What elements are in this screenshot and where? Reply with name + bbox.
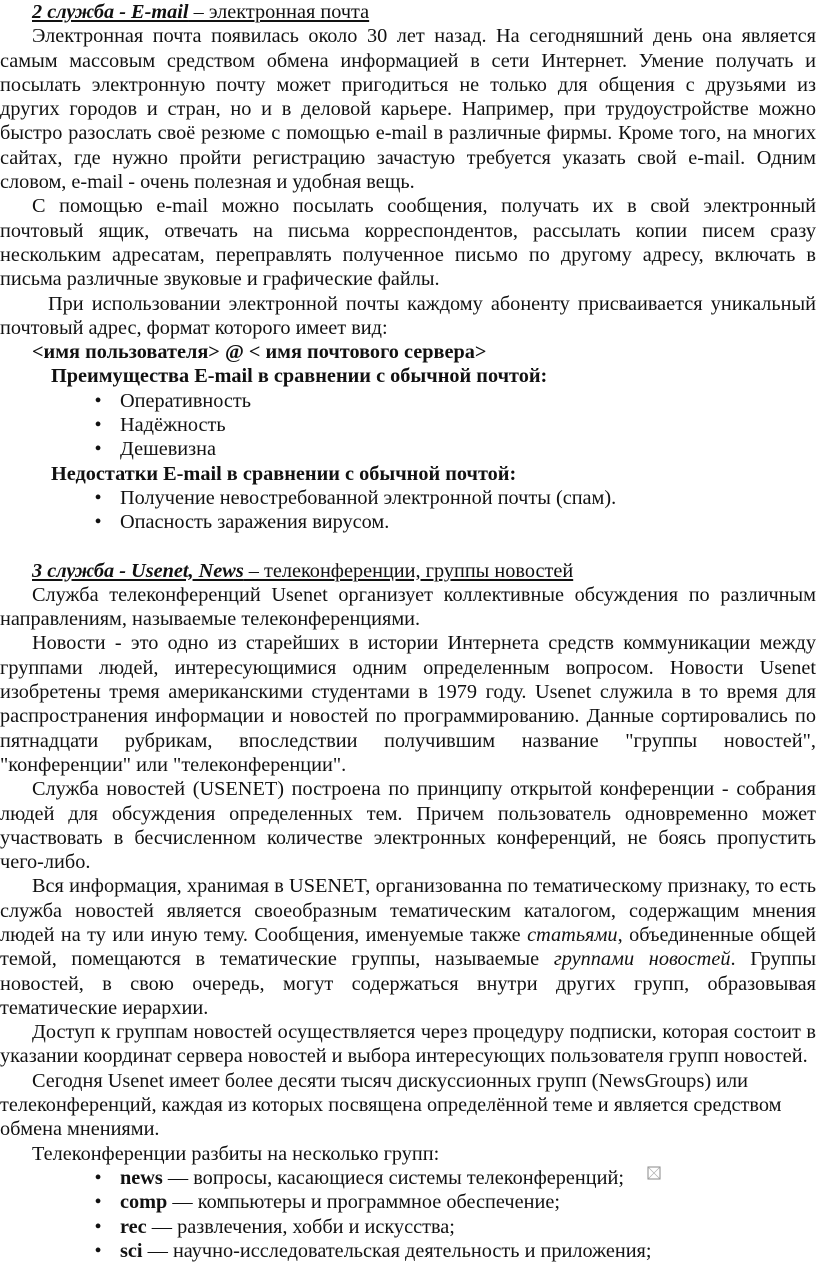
disadvantage-text: Получение невостребованной электронной почты (спам). (120, 486, 617, 509)
usenet-paragraph-6: Сегодня Usenet имеет более десяти тысяч дискуссионных групп (NewsGroups) или телеконференций, каждая из которых посвящена определённой теме и является средством обмена мнениями. (0, 1069, 782, 1141)
section-gap (0, 535, 816, 559)
page-fold-icon (647, 1166, 661, 1180)
disadvantages-list (0, 486, 816, 535)
usenet-paragraph-7: Телеконференции разбиты на несколько групп: (32, 1142, 440, 1165)
usenet-paragraph-2: Новости - это одно из старейших в истории Интернета средств коммуникации между группами людей, интересующимися одним определенным вопросом. Новости Usenet изобретены тремя американскими студентами в 1979 году. Usenet служила в то время для распространения информации и новостей по программированию. Данные сортировались по пятнадцати рубрикам, впоследствии получившим название "группы новостей", "конференции" или "телеконференции". (0, 632, 816, 776)
list-item (0, 437, 816, 461)
group-description: — компьютеры и программное обеспечение; (167, 1191, 560, 1214)
bullet-icon: • (94, 438, 102, 461)
bullet-icon: • (94, 486, 102, 509)
usenet-p4-term-articles: статьями (527, 923, 618, 946)
bullet-icon: • (94, 1239, 102, 1262)
newsgroup-categories-list (0, 1166, 816, 1263)
usenet-p4-part3: . Группы новостей, в свою очередь, могут содержаться внутри других групп, образовывая тематические иерархии. (0, 948, 816, 1019)
advantages-title: Преимущества E-mail в сравнении с обычной почтой: (51, 365, 548, 388)
bullet-icon: • (94, 389, 102, 412)
group-term: comp (120, 1191, 168, 1214)
list-item (0, 1239, 816, 1263)
group-term: sci (120, 1239, 143, 1262)
bullet-icon: • (94, 511, 102, 534)
usenet-p4-part1: Вся информация, хранимая в USENET, организованна по тематическому признаку, то есть служба новостей является своеобразным тематическим каталогом, содержащим мнения людей на ту или иную тему. Сообщения, именуемые также (0, 875, 816, 946)
usenet-paragraph-1: Служба телеконференций Usenet организует коллективные обсуждения по различным направлениям, называемые телеконференциями. (0, 583, 816, 631)
email-heading-lead: 2 служба - E-mail (32, 1, 189, 23)
bullet-icon: • (94, 414, 102, 437)
disadvantage-text: Опасность заражения вирусом. (120, 511, 390, 534)
usenet-heading-rest: – телеконференции, группы новостей (243, 559, 574, 582)
bullet-icon: • (94, 1166, 102, 1189)
usenet-paragraph-4 (0, 874, 816, 1020)
advantage-text: Надёжность (120, 414, 226, 437)
bullet-icon: • (94, 1215, 102, 1238)
group-description: — вопросы, касающиеся системы телеконференций; (162, 1166, 624, 1189)
usenet-paragraph-3: Служба новостей (USENET) построена по принципу открытой конференции - собрания людей для обсуждения определенных тем. Причем пользователь одновременно может участвовать в бесчисленном количестве электронных конференций, не боясь пропустить чего-либо. (0, 778, 816, 874)
group-description: — научно-исследовательская деятельность и приложения; (142, 1239, 652, 1262)
email-heading-rest: – электронная почта (188, 1, 370, 23)
disadvantages-title: Недостатки E-mail в сравнении с обычной почтой: (51, 462, 517, 485)
usenet-p4-part2: , объединенные общей темой, помещаются в тематические группы, называемые (0, 923, 816, 971)
bullet-icon: • (94, 1191, 102, 1214)
list-item (0, 413, 816, 437)
group-term: rec (120, 1215, 147, 1238)
email-paragraph-1: Электронная почта появилась около 30 лет назад. На сегодняшний день она является самым массовым средством обмена информацией в сети Интернет. Умение получать и посылать электронную почту может пригодиться не только для общения с друзьями из других городов и стран, но и в деловой карьере. Например, при трудоустройстве можно быстро разослать своё резюме с помощью e-mail в различные фирмы. Кроме того, на многих сайтах, где нужно пройти регистрацию зачастую требуется указать свой e-mail. Одним словом, e-mail - очень полезная и удобная вещь. (0, 25, 816, 194)
email-section-heading (0, 0, 816, 24)
usenet-paragraph-5: Доступ к группам новостей осуществляется через процедуру подписки, которая состоит в указании координат сервера новостей и выбора интересующих пользователя групп новостей. (0, 1021, 816, 1068)
list-item (0, 486, 816, 510)
group-description: — развлечения, хобби и искусства; (146, 1215, 455, 1238)
advantage-text: Дешевизна (120, 438, 216, 461)
advantage-text: Оперативность (120, 389, 252, 412)
usenet-section-heading (0, 559, 816, 583)
list-item (0, 1215, 816, 1239)
group-term: news (120, 1166, 163, 1189)
email-paragraph-3: При использовании электронной почты каждому абоненту присваивается уникальный почтовый адрес, формат которого имеет вид: (0, 292, 816, 339)
email-paragraph-2: С помощью e-mail можно посылать сообщения, получать их в свой электронный почтовый ящик, отвечать на письма корреспондентов, рассылать копии писем сразу нескольким адресатам, переправлять полученное письмо по другому адресу, включать в письма различные звуковые и графические файлы. (0, 195, 816, 291)
list-item (0, 389, 816, 413)
email-address-format: <имя пользователя> @ < имя почтового сервера> (32, 341, 487, 364)
usenet-heading-lead: 3 служба - Usenet, News (32, 559, 244, 582)
advantages-list (0, 389, 816, 462)
list-item (0, 1166, 816, 1190)
usenet-p4-term-newsgroups: группами новостей (553, 948, 731, 971)
list-item (0, 510, 816, 534)
